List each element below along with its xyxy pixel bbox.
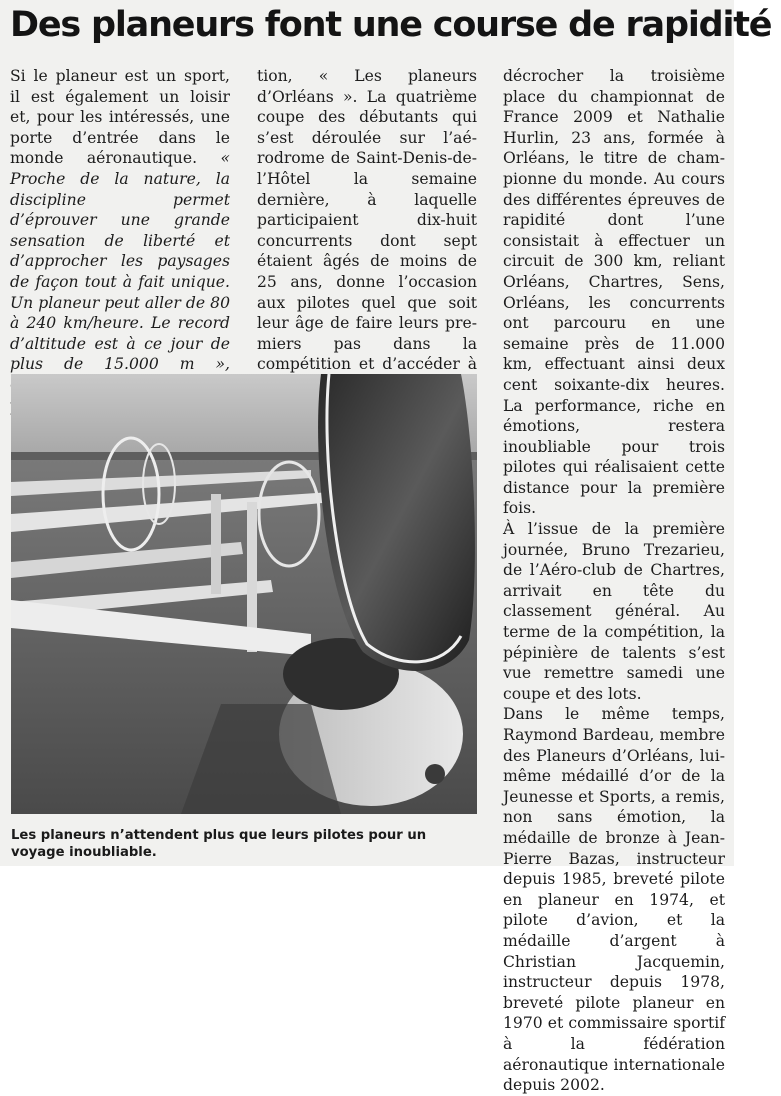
intro-text: Si le planeur est un sport, il est également un loisir et, pour les intéressés, une porte d’entrée dans le monde aéronautique. (10, 67, 230, 168)
column-3-paragraph-1: décrocher la troisième place du championnat de France 2009 et Nathalie Hurlin, 23 ans, formée à Orléans, le titre de championne du monde. Au cours des différentes épreuves de rapidité dont l’une consistait à effectuer un circuit de 300 km, reliant Orléans, Chartres, Sens, Orléans, les concurrents ont parcouru en une semaine près de 11.000 km, effectuant ainsi deux cent soixante-dix heures. La performance, riche en émotions, restera inoubliable pour trois pilotes qui réalisaient cette distance pour la première fois. (503, 67, 725, 518)
gliders-photo (11, 374, 477, 814)
article-column-1 (10, 66, 230, 416)
column-1-paragraph (10, 66, 230, 416)
quote-text: « Proche de la nature, la discipline permet d’éprouver une grande sensation de liberté et d’approcher les paysages de façon tout à fait unique. Un planeur peut aller de 80 à 240 km/heure. Le record d’altitude est à ce jour de plus de 15.000 m », (10, 149, 230, 374)
column-2-paragraph: tion, « Les planeurs d’Orléans ». La quatrième coupe des débutants qui s’est déroulée sur l’aérodrome de Saint-Denis-de-l’Hôtel la semaine dernière, à laquelle participaient dix-huit concurrents dont sept étaient âgés de moins de 25 ans, donne l’occasion aux pilotes quel que soit leur âge de faire leurs premiers pas dans la compétition et d’accéder à (257, 67, 477, 374)
column-3-paragraph-3: Dans le même temps, Raymond Bardeau, membre des Planeurs d’Orléans, lui-même médaillé d’or de la Jeunesse et Sports, a remis, non sans émotion, la médaille de bronze à Jean-Pierre Bazas, instructeur depuis 1985, breveté pilote en planeur en 1974, et pilote d’avion, et la médaille d’argent à Christian Jacquemin, instructeur depuis 1978, breveté pilote planeur en 1970 et commissaire sportif à la fédération aéronautique internationale depuis 2002. (503, 705, 725, 1095)
article-column-3 (503, 66, 725, 1096)
photo-caption: Les planeurs n’attendent plus que leurs pilotes pour un voyage inoubliable. (11, 828, 427, 860)
article-headline: Des planeurs font une course de rapidité (10, 5, 772, 45)
column-3-paragraph-2: À l’issue de la première journée, Bruno Trezarieu, de l’Aéro-club de Chartres, arrivait en tête du classement général. Au terme de la compétition, la pépinière de talents s’est vue remettre samedi une coupe et des lots. (503, 520, 725, 703)
